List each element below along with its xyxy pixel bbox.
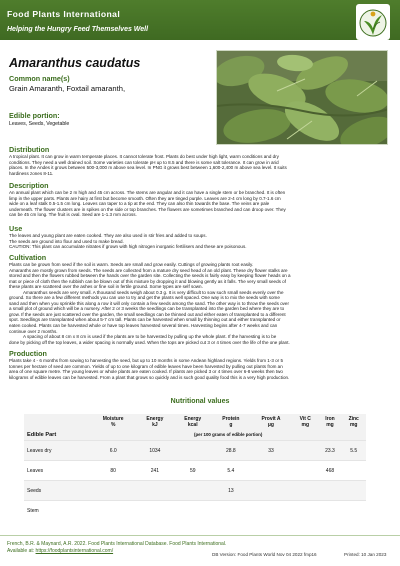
edible-part-cell: Stem bbox=[24, 501, 90, 521]
column-unit: kcal bbox=[187, 422, 198, 428]
cultivation-line: these plants are scattered over the ashes or fine soil in fertile ground. Some types are self sown. bbox=[9, 284, 203, 290]
table-cell bbox=[174, 441, 212, 461]
cultivation-line: a small plot of ground which will be a nursery. After 2 or 3 weeks the seedlings can be transplanted into the garden bed where they are to bbox=[9, 306, 285, 312]
table-cell bbox=[136, 501, 174, 521]
distribution-line: A tropical plant. It can grow in warm temperate places. It cannot tolerate frost. Plants do best under high light, warm conditions and dry bbox=[9, 154, 279, 159]
nutrition-header-row bbox=[24, 414, 366, 430]
column-header bbox=[174, 414, 212, 430]
edible-part-cell: Seeds bbox=[24, 481, 90, 501]
column-header bbox=[90, 414, 136, 430]
column-name: Zinc bbox=[348, 416, 359, 422]
production-line: tonnes per hectare of seed are common. Yields of up to one kilogram of edible leaves have been harvested by pulling out plants from an bbox=[9, 363, 283, 369]
table-cell bbox=[250, 481, 292, 501]
table-cell bbox=[341, 461, 366, 481]
column-name: Vit C bbox=[299, 416, 311, 422]
cultivation-line: ground. So there are a few different methods you can use to try and get the plants well spaced. One way is to mix the seeds with some bbox=[9, 295, 280, 301]
cultivation-line: spot. Seedlings are transplanted when about 5-7 cm tall. Plants can be harvested when small by thinning out and either transplanted or bbox=[9, 317, 281, 323]
description-line: limp in the upper parts. Plants are hairy at first but become smooth. Often they are tinged purple. Leaves are 2-4 cm long by 0.7-1.6 cm bbox=[9, 195, 281, 201]
column-name: Iron bbox=[325, 416, 335, 422]
cultivation-line: A spacing of about 8 cm x 8 cm is used if the plants are to be harvested by pulling up the whole plant. If the harvesting is to be bbox=[23, 334, 277, 340]
organization-title: Food Plants International bbox=[7, 9, 121, 19]
plant-photo bbox=[216, 50, 388, 145]
common-names-heading: Common name(s) bbox=[9, 74, 70, 83]
column-name: Moisture bbox=[102, 416, 124, 422]
availability-line bbox=[7, 548, 113, 554]
table-cell bbox=[136, 481, 174, 501]
db-version: DB Version: Food Plants World Nov 04 2022 fmp16 bbox=[212, 552, 317, 557]
use-line: The seeds are ground into flour and used to make bread. bbox=[9, 238, 124, 244]
cultivation-line: Amaranthus seeds are very small. A thousand seeds weigh about 0.3 g. It is very difficult to sow such small seeds evenly over the bbox=[23, 289, 284, 295]
nutrition-table bbox=[24, 414, 366, 521]
edible-portion-heading: Edible portion: bbox=[9, 111, 60, 120]
table-cell: 241 bbox=[136, 461, 174, 481]
nutritional-values-heading: Nutritional values bbox=[170, 398, 230, 405]
citation-text: French, B.R. & Maynard, A.R. 2022. Food Plants International Database. Food Plants International. bbox=[7, 541, 227, 547]
description-line: can be 45 cm long. The fruit is oval. Seed are 1-1.3 mm across. bbox=[9, 212, 137, 218]
header-banner bbox=[0, 0, 400, 40]
column-name: Energy bbox=[146, 416, 164, 422]
table-cell bbox=[250, 501, 292, 521]
table-cell bbox=[341, 501, 366, 521]
table-row bbox=[24, 481, 366, 501]
table-cell: 59 bbox=[174, 461, 212, 481]
table-cell bbox=[174, 501, 212, 521]
column-unit: mg bbox=[349, 422, 358, 428]
column-header bbox=[319, 414, 342, 430]
table-cell bbox=[212, 501, 250, 521]
table-cell bbox=[319, 481, 342, 501]
table-cell bbox=[341, 481, 366, 501]
cultivation-line: Plants can be grown from seed if the soil is warm. Seeds are small and grow easily. Cuttings of growing plants root easily. bbox=[9, 262, 254, 267]
page-footer bbox=[0, 535, 400, 566]
column-unit: µg bbox=[268, 422, 274, 428]
column-header bbox=[136, 414, 174, 430]
production-line: area of one square metre. The young leaves or whole plants are eaten cooked. If plants are picked 3 or 4 times over 6-8 weeks then two bbox=[9, 369, 283, 375]
distribution-line: conditions. They need a well drained soil. Some varieties can tolerate pH up to 8.5 and there is some salt tolerance. It can grow in arid bbox=[9, 159, 279, 165]
distribution-text bbox=[9, 154, 391, 176]
table-cell: 468 bbox=[319, 461, 342, 481]
column-unit: mg bbox=[301, 422, 309, 428]
cultivation-line: eaten cooked. Plants can be harvested whole or have top leaves harvested several times. Harvesting begins after 4-7 weeks and can bbox=[9, 323, 278, 329]
table-cell bbox=[319, 501, 342, 521]
column-header bbox=[341, 414, 366, 430]
table-cell: 5.5 bbox=[341, 441, 366, 461]
printed-date: Printed: 10 Jan 2023 bbox=[344, 552, 387, 557]
column-header bbox=[212, 414, 250, 430]
table-row bbox=[24, 501, 366, 521]
table-cell bbox=[174, 481, 212, 501]
table-cell: 13 bbox=[212, 481, 250, 501]
species-name: Amaranthus caudatus bbox=[9, 56, 141, 70]
column-header bbox=[250, 414, 292, 430]
column-unit: % bbox=[110, 422, 116, 428]
description-line: An annual plant which can be 2 m high and 45 cm across. The stems are angular and it can have a single stem or be branched. It is often bbox=[9, 190, 286, 195]
table-row bbox=[24, 441, 366, 461]
cultivation-heading: Cultivation bbox=[9, 253, 47, 262]
table-cell bbox=[292, 441, 319, 461]
table-cell bbox=[292, 461, 319, 481]
table-cell: 6.0 bbox=[90, 441, 136, 461]
use-heading: Use bbox=[9, 224, 23, 233]
column-name: Provit A bbox=[261, 416, 281, 422]
cultivation-line: done by picking off the top leaves, a wider spacing is normally used. When the tops are picked cut 3 or 4 times over the life of the one plant. bbox=[9, 339, 290, 345]
use-line: The leaves and young plant are eaten cooked. They are also used in stir fries and added to soups. bbox=[9, 233, 207, 238]
cultivation-text bbox=[9, 262, 391, 345]
column-header: Edible Part bbox=[24, 414, 90, 441]
table-cell: 28.8 bbox=[212, 441, 250, 461]
table-cell: 23.3 bbox=[319, 441, 342, 461]
cultivation-line: continue over 2 months. bbox=[9, 328, 58, 334]
description-line: wide on a leaf stalk 0.5-1.5 cm long. Leaves can taper to a tip at the end. They can also thin towards the base. The veins are pale bbox=[9, 201, 270, 207]
cultivation-line: grow. If the seeds are just scattered over the garden, the small seedlings can be thinned out and either eaten of transplanted to a different bbox=[9, 311, 286, 317]
table-cell bbox=[292, 501, 319, 521]
table-cell: 80 bbox=[90, 461, 136, 481]
column-name: Protein bbox=[222, 416, 240, 422]
website-link[interactable]: https://foodplantsinternational.com/ bbox=[35, 548, 114, 554]
distribution-line: places. In the Andes it grows between 500-3,000 m above sea level. In PNG it grows best between 1,600-2,400 m above sea level. It suits bbox=[9, 165, 287, 171]
table-cell: 1034 bbox=[136, 441, 174, 461]
description-heading: Description bbox=[9, 181, 49, 190]
distribution-line: hardiness zones 8-11. bbox=[9, 170, 54, 176]
use-line: CAUTION: This plant can accumulate nitrates if grown with high nitrogen inorganic fertilisers and these are poisonous. bbox=[9, 244, 247, 250]
cultivation-line: sand and then when you sprinkle this along a row it will only contain a few seeds among the sand. The other way is to throw the seeds over bbox=[9, 300, 289, 306]
distribution-heading: Distribution bbox=[9, 145, 50, 154]
use-text bbox=[9, 233, 391, 250]
column-unit: g bbox=[229, 422, 233, 428]
edible-part-cell: Leaves bbox=[24, 461, 90, 481]
edible-portion-value: Leaves, Seeds, Vegetable bbox=[9, 121, 70, 127]
description-line: underneath. The flower clusters are in spikes on the side or top branches. The flowers are sometimes branched and can droop over. They bbox=[9, 206, 286, 212]
production-line: kilograms of edible leaves can be harvested. From a plant that grows so quickly and is such good quality food this is a very high production. bbox=[9, 374, 290, 380]
edible-part-cell: Leaves dry bbox=[24, 441, 90, 461]
production-heading: Production bbox=[9, 349, 47, 358]
table-cell bbox=[90, 501, 136, 521]
table-cell bbox=[250, 461, 292, 481]
per-100g-note: (per 100 grams of edible portion) bbox=[90, 430, 366, 441]
organization-tagline: Helping the Hungry Feed Themselves Well bbox=[7, 26, 149, 33]
production-line: Plants take 4 - 6 months from sowing to harvesting the seed, but up to 10 months in some Andean highland regions. Yields from 1-3 or 5 bbox=[9, 358, 283, 363]
cultivation-line: Amaranths are mostly grown from seeds. The seeds are collected from a mature dry seed head of an old plant. These dry flower stalks are bbox=[9, 267, 288, 273]
column-name: Energy bbox=[184, 416, 202, 422]
table-cell: 5.4 bbox=[212, 461, 250, 481]
table-cell bbox=[292, 481, 319, 501]
food-plants-logo bbox=[356, 4, 390, 40]
column-header bbox=[292, 414, 319, 430]
table-row bbox=[24, 461, 366, 481]
production-text bbox=[9, 358, 391, 380]
common-names-value: Grain Amaranth, Foxtail amaranth, bbox=[9, 84, 126, 93]
available-label: Available at: bbox=[7, 548, 35, 554]
description-text bbox=[9, 190, 391, 218]
cultivation-line: mat or piece of cloth then the rubbish can be blown out of this mixture by dropping it and blowing gently as it falls. The very small seeds of bbox=[9, 278, 286, 284]
table-cell: 33 bbox=[250, 441, 292, 461]
table-cell bbox=[90, 481, 136, 501]
column-unit: mg bbox=[326, 422, 334, 428]
cultivation-line: stored and then the flowers rubbed between the hands over the garden site. Collecting the seeds is fairly easy by keeping flower heads on a bbox=[9, 273, 291, 279]
column-unit: kJ bbox=[152, 422, 158, 428]
